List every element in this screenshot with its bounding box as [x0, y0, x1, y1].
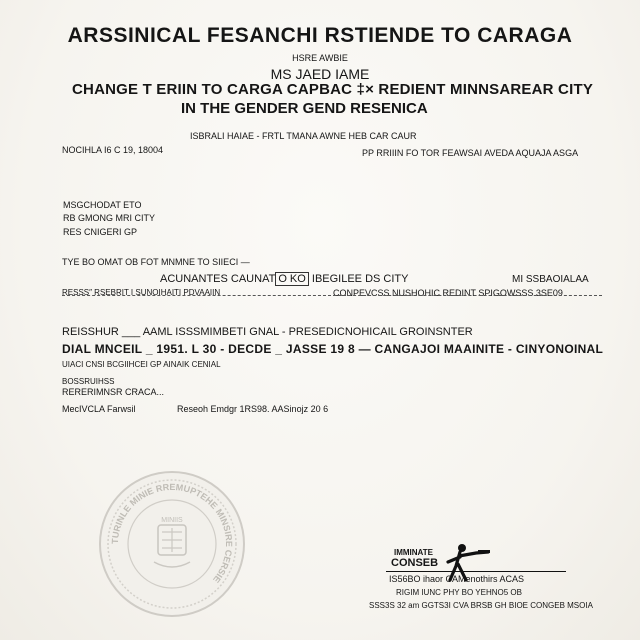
address-line-3: RES CNIGERI GP — [63, 227, 138, 237]
reference-number: NOCIHLA I6 C 19, 18004 — [62, 145, 164, 155]
document-subtitle: HSRE AWBIE — [292, 53, 348, 63]
footer-line-1: IS56BO ihaor CAMenothirs ACAS — [389, 574, 525, 584]
seal-ring-text: TURINLE MINIE RREMUPTEHE MINSIRE CERSIE — [109, 481, 235, 585]
notice-middle-right: MI SSBAOIALAA — [512, 274, 589, 285]
change-heading-line-1: CHANGE T ERIIN TO CARGA CAPBAC ‡× REDIENT MINNSAREAR CITY — [72, 81, 594, 98]
dashed-divider — [62, 295, 602, 296]
record-line-1: REISSHUR ___ AAML ISSSMIMBETI GNAL - PRESEDICNOHICAIL GROINSNTER — [62, 326, 473, 338]
logo-main-text: CONSEB — [391, 557, 439, 569]
address-line-2: RB GMONG MRI CITY — [63, 213, 155, 223]
record-line-5: RERERIMNSR CRACA... — [62, 387, 165, 397]
reference-authority: PP RRIIIN FO TOR FEAWSAI AVEDA AQUAJA ASGA — [362, 148, 579, 158]
logo-small-text: IMMINATE — [394, 548, 433, 557]
record-line-4: BOSSRUIHSS — [62, 377, 115, 386]
record-line-3: UIACI CNSI BCGIIHCEI GP AINAIK CENIAL — [62, 360, 221, 369]
signatory-right: Reseoh Emdgr 1RS98. AASinojz 20 6 — [177, 404, 329, 414]
footer-line-3: SSS3S 32 am GGTS3I CVA BRSB GH BIOE CONGEB MSOIA — [369, 601, 593, 610]
address-line-1: MSGCHODAT ETO — [63, 200, 142, 210]
logo-underline — [386, 571, 566, 572]
reference-line: ISBRALI HAIAE - FRTL TMANA AWNE HEB CAR CAUR — [190, 131, 417, 141]
notice-middle-text: ACUNANTES CAUNAT O KO IBEGILEE DS CITY — [160, 273, 409, 285]
change-heading-line-2: IN THE GENDER GEND RESENICA — [181, 100, 428, 117]
signatory-left: MecIVCLA Farwsil — [62, 404, 136, 414]
notice-row-left: RESSS″ RSEBRIT I SUNOIHAITI PDVAAIIN — [62, 288, 221, 297]
record-line-2: DIAL MNCEIL _ 1951. L 30 - DECDE _ JASSE 19 8 — CANGAJOI MAAINITE - CINYONOINAL — [62, 342, 604, 356]
holder-name: MS JAED IAME — [270, 66, 370, 82]
notice-text: TYE BO OMAT OB FOT MNMNE TO SIIECI — — [62, 257, 250, 267]
document-title: ARSSINICAL FESANCHI RSTIENDE TO CARAGA — [67, 24, 573, 47]
notice-middle-line — [160, 273, 408, 285]
seal-inner-text: MINIIS — [161, 517, 183, 524]
footer-line-2: RIGIM IUNC PHY BO YEHNO5 OB — [396, 588, 522, 597]
notice-row-right: CONPEVCSS NUSHOHIC REDINT SPIGOWSSS 3SE09 — [333, 288, 563, 298]
notice-boxed-fragment: O KO — [275, 272, 309, 286]
embossed-seal-icon — [98, 470, 246, 618]
